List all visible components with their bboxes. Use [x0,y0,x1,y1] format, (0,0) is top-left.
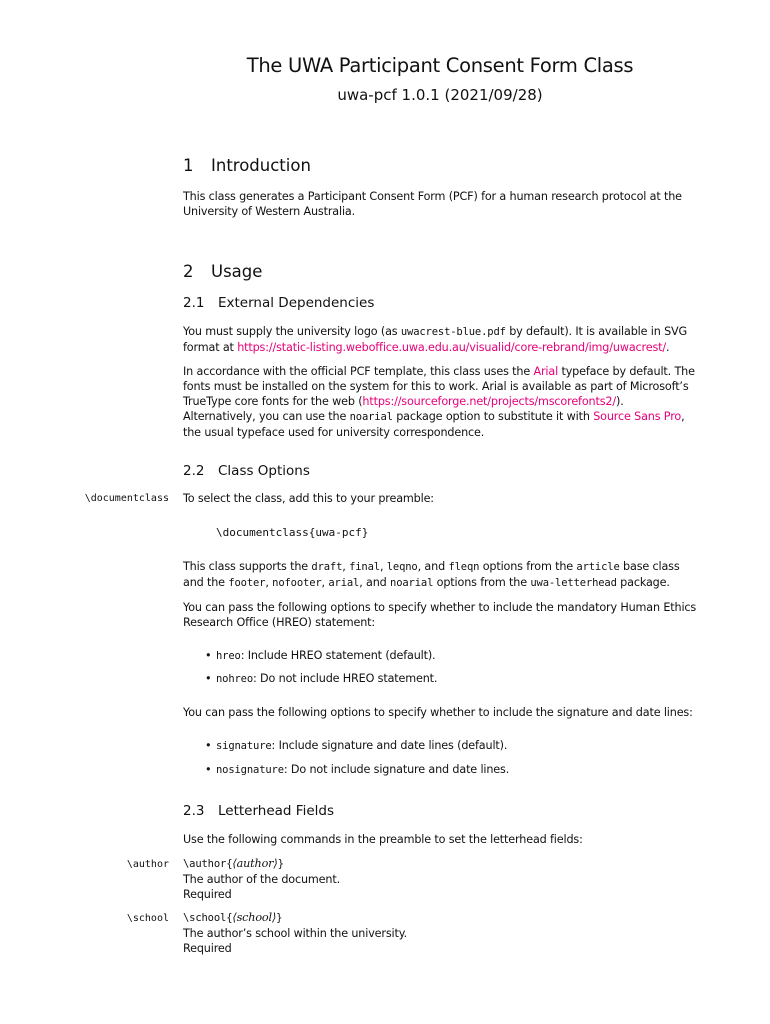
code-option: arial [328,577,360,589]
signature-intro: You can pass the following options to specify whether to include the signature and date lines: [183,706,693,719]
code-option: nofooter [272,577,322,589]
command-signature [183,910,407,926]
list-item-text: : Do not include signature and date lines. [283,763,510,776]
subsection-heading-letterhead-fields [183,803,334,819]
command-entry-author [183,856,340,902]
section-heading-usage [183,262,262,281]
code-option: noarial [390,577,434,589]
text: , [265,576,273,589]
code-option: fleqn [448,561,480,573]
subsection-heading-external-dependencies [183,295,374,311]
list-item [205,739,507,752]
subsection-heading-class-options [183,463,310,479]
code-option: nosignature [216,764,284,776]
list-item-text: : Do not include HREO statement. [253,672,438,685]
code-command: \author{ [183,858,233,870]
code-option: draft [311,561,343,573]
command-entry-school [183,910,407,956]
code-package: uwa-letterhead [530,577,617,589]
list-item [205,763,509,776]
margin-note-documentclass: \documentclass [84,493,169,504]
intro-paragraph: This class generates a Participant Consent Form (PCF) for a human research protocol at the University of Western Australia. [183,190,682,218]
text: ). Alternatively, you can use the [183,395,624,423]
text: options from the [433,576,531,589]
hreo-intro: You can pass the following options to specify whether to include the mandatory Human Ethics Research Office (HREO) statement: [183,601,697,629]
section-title: Introduction [211,156,311,175]
margin-note-school: \school [126,913,169,924]
options-intro: To select the class, add this to your preamble: [183,492,434,505]
document-subtitle: uwa-pcf 1.0.1 (2021/09/28) [337,86,543,104]
code-option: hreo [216,650,241,662]
mscorefonts-link[interactable]: https://sourceforge.net/projects/mscorefonts2/ [362,395,616,408]
list-item-text: : Include HREO statement (default). [240,649,436,662]
text: . [666,341,670,354]
text: This class supports the [183,560,312,573]
command-argument: ⟨school⟩ [232,911,277,924]
command-description: The author of the document. [183,873,340,886]
list-item-text: : Include signature and date lines (default). [271,739,508,752]
section-number: 1 [183,156,194,175]
text: package. [616,576,670,589]
bullet-icon: • [205,649,212,662]
code-brace: } [276,912,283,924]
code-filename: uwacrest-blue.pdf [400,326,506,338]
logo-url-link[interactable]: https://static-listing.weboffice.uwa.edu.au/visualid/core-rebrand/img/uwacrest/ [237,341,666,354]
text: In accordance with the official PCF template, this class uses the [183,365,534,378]
subsection-number: 2.3 [183,803,205,819]
text: options from the [479,560,577,573]
code-command: \school{ [183,912,233,924]
code-option: leqno [386,561,418,573]
letterhead-intro: Use the following commands in the preamble to set the letterhead fields: [183,833,583,846]
text: , the usual typeface used for university correspondence. [183,410,685,439]
bullet-icon: • [205,739,212,752]
list-item [205,672,437,685]
supported-options-paragraph [183,559,698,591]
text: , and [417,560,449,573]
command-required: Required [183,888,232,901]
bullet-icon: • [205,672,212,685]
code-brace: } [277,858,284,870]
code-option: article [576,561,620,573]
bullet-icon: • [205,763,212,776]
subsection-title: Letterhead Fields [218,803,334,819]
command-required: Required [183,942,232,955]
document-title: The UWA Participant Consent Form Class [246,54,634,77]
text: You must supply the university logo (as [183,325,401,338]
arial-link[interactable]: Arial [533,365,559,378]
subsection-number: 2.2 [183,463,205,479]
code-option: final [349,561,380,573]
text: , [342,560,350,573]
subsection-title: Class Options [218,463,310,479]
code-option: nohreo [216,673,254,685]
text: , and [359,576,391,589]
code-option: noarial [349,411,393,423]
text: package option to substitute it with [392,410,594,423]
logo-paragraph [183,324,698,355]
text: , [321,576,329,589]
code-option: footer [228,577,266,589]
section-title: Usage [211,262,263,281]
code-documentclass: \documentclass{uwa-pcf} [216,526,369,539]
source-sans-pro-link[interactable]: Source Sans Pro [593,410,682,423]
section-heading-introduction [183,156,311,175]
font-paragraph [183,364,698,440]
subsection-number: 2.1 [183,295,205,311]
text: base class and the [183,560,680,589]
command-argument: ⟨author⟩ [232,857,278,870]
subsection-title: External Dependencies [218,295,375,311]
text: , [379,560,387,573]
list-item [205,649,435,662]
text: by default). It is available in SVG format at [183,325,688,354]
margin-note-author: \author [126,859,169,870]
command-signature [183,856,340,872]
text: typeface by default. The fonts must be installed on the system for this to work. Arial is available as part of Microsoft’s TrueType core fonts for the web ( [183,365,695,408]
command-description: The author’s school within the university. [183,927,407,940]
section-number: 2 [183,262,194,281]
code-option: signature [216,740,272,752]
